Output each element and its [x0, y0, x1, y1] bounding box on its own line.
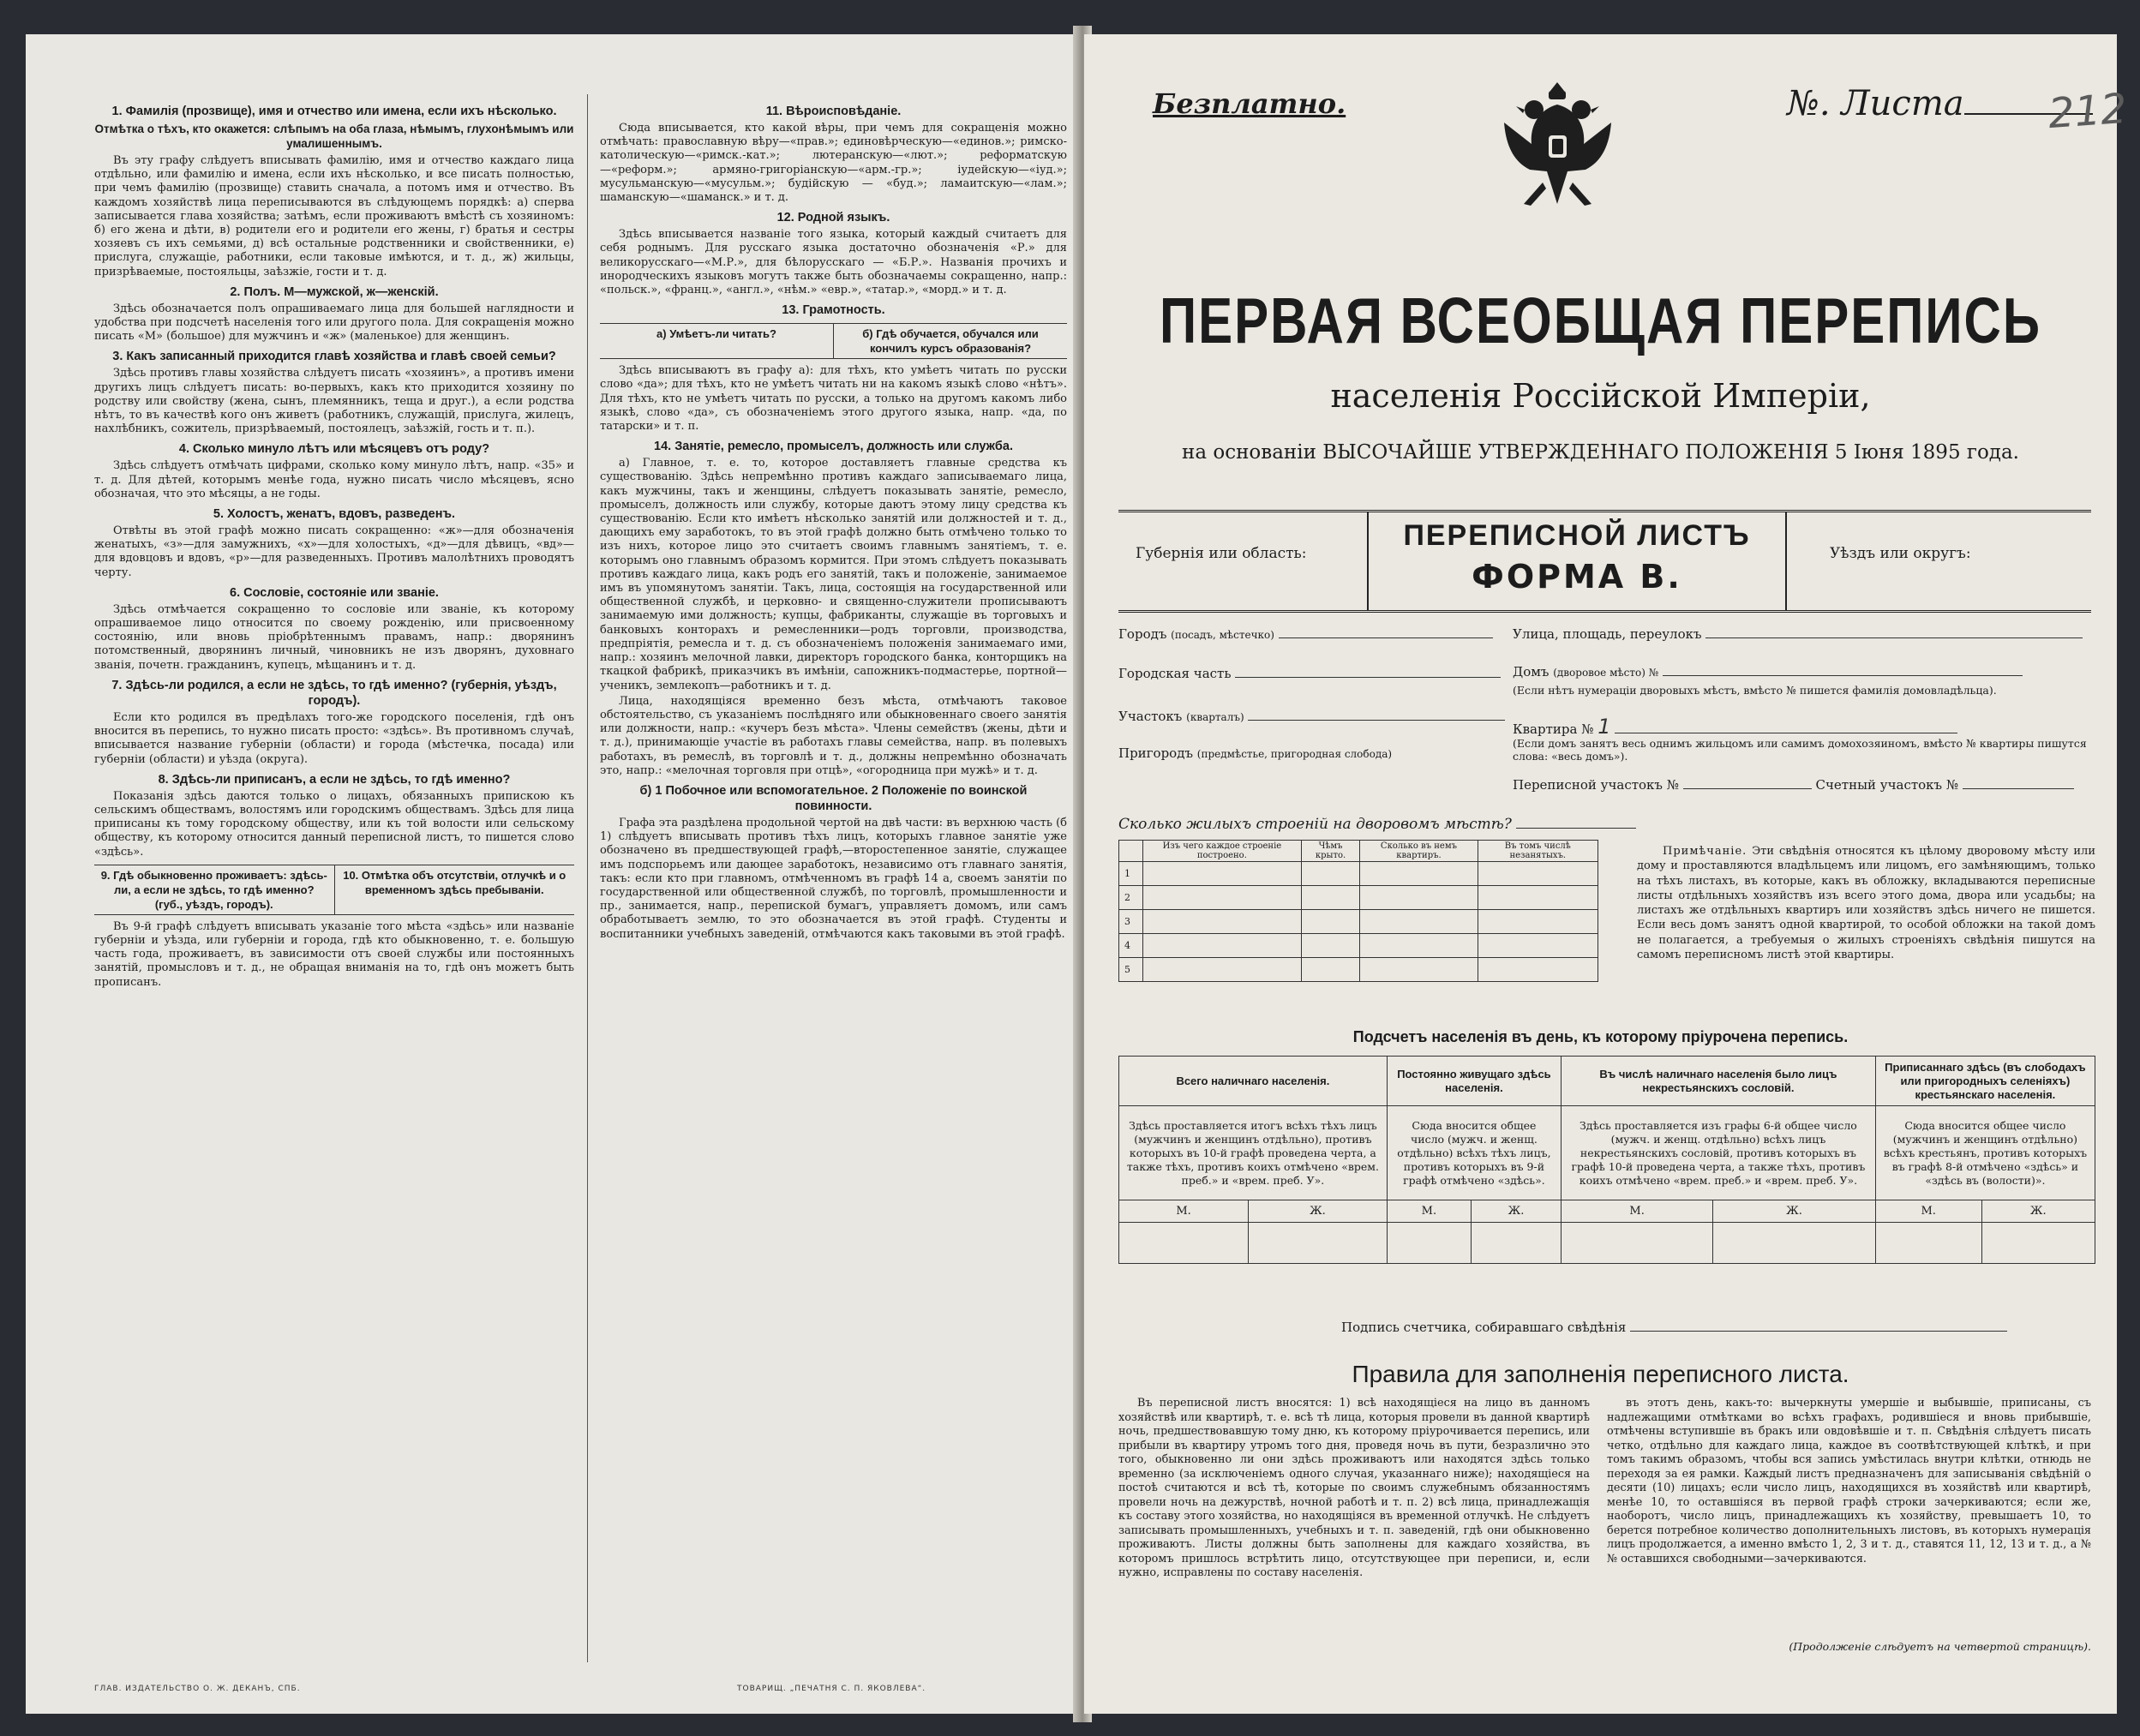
address-fields [1118, 626, 2091, 810]
rules-column-1 [1118, 1397, 1590, 1654]
census-subtitle: населенія Россійской Имперіи, [1330, 377, 1871, 415]
field-ulitsa [1513, 626, 2083, 642]
section-heading: 8. Здѣсь-ли приписанъ, а если не здѣсь, то гдѣ именно? [158, 772, 511, 787]
box-questions-9-10 [94, 865, 574, 915]
section-text: Здѣсь противъ главы хозяйства слѣдуетъ писать «хозяинъ», а противъ имени другихъ лицъ слѣдуетъ писать: во-первыхъ, какъ кто приходится хозяину по родству или свойству (жена, сынъ, племянникъ, теща и друг.), а если родства нѣтъ, то въ качествѣ кого онъ живетъ (работникъ, служащій, прислуга, жилецъ, нахлѣбникъ, сожитель, призрѣваемый, постоялецъ, заѣзжій, гость и т. п.). [94, 367, 574, 436]
census-title: ПЕРВАЯ ВСЕОБЩАЯ ПЕРЕПИСЬ [1160, 284, 2041, 357]
guberniya-label: Губернія или область: [1136, 545, 1307, 562]
field-gorod-line [1279, 626, 1493, 638]
buildings-note-text: Эти свѣдѣнія относятся къ цѣлому дворовому мѣсту или дому и проставляются владѣльцемъ или лицомъ, его замѣняющимъ, только на тѣхъ листахъ, въ которые, какъ въ обложку, вкладываются переписные листы отдѣльныхъ хозяйствъ изъ всего этого дома, двора или усадьбы; на листахъ же отдѣльныхъ квартиръ или хозяйствъ здѣсь ничего не пишется. Если весь домъ занятъ одной квартирой, то особой обложки на такой домъ не полагается, а требуемыя о жилыхъ строеніяхъ свѣдѣнія пишутся на самомъ переписномъ листѣ этой квартиры. [1637, 845, 2095, 962]
field-dom-hint: (дворовое мѣсто) № [1553, 667, 1659, 679]
section-text: Здѣсь слѣдуетъ отмѣчать цифрами, сколько кому минуло лѣтъ, напр. «35» и т. д. Для дѣтей, которымъ менѣе года, нужно писать число мѣсяцевъ, ясно обозначая, что это мѣсяцы, а не годы. [94, 459, 574, 500]
population-col-header: Въ числѣ наличнаго населенія было лицъ некрестьянскихъ сословій. [1562, 1057, 1876, 1106]
row-number: 4 [1119, 934, 1143, 958]
buildings-col-header: Изъ чего каждое строеніе построено. [1143, 841, 1302, 862]
field-prigorod-label: Пригородъ [1118, 745, 1193, 761]
field-ulitsa-line [1705, 626, 2083, 638]
rules-title: Правила для заполненія переписного листа. [1352, 1361, 1849, 1387]
form-letter: ФОРМА В. [1472, 558, 1682, 596]
question-9-heading: 9. Гдѣ обыкновенно проживаетъ: здѣсь-ли, а если не здѣсь, то гдѣ именно? (губ., уѣздъ, городъ). [100, 868, 327, 911]
enumerator-signature [1341, 1320, 2007, 1335]
section-heading: 1. Фамилія (прозвище), имя и отчество или имена, если ихъ нѣсколько. [111, 105, 557, 118]
buildings-table-body [1119, 862, 1598, 982]
instruction-sections-2 [600, 104, 1067, 318]
column-divider [587, 94, 588, 1662]
section-text: Сюда вписывается, кто какой вѣры, при чемъ для сокращенія можно отмѣчать: православную вѣру—«прав.»; единовѣрческую—«единов.»; римско-католическую—«римск.-кат.»; лютеранскую—«лют.»; реформатскую—«реформ.»; армяно-григоріанскую—«арм.-гр.»; іудейскую—«іуд.»; мусульманскую—«мусульм.»; будійскую — «буд.»; ламаитскую—«лам.»; шаманскую—«шаманск.» и т. д. [600, 122, 1067, 205]
section-heading: 12. Родной языкъ. [776, 211, 890, 225]
section-heading: 5. Холостъ, женатъ, вдовъ, разведенъ. [213, 507, 456, 522]
female-value-cell [1249, 1223, 1388, 1264]
field-ulitsa-label: Улица, площадь, переулокъ [1513, 626, 1702, 642]
field-kvartira-note: (Если домъ занятъ весь однимъ жильцомъ или самимъ домохозяиномъ, вмѣсто № квартиры пишутся слова: «весь домъ»). [1513, 737, 2087, 763]
section-heading: б) 1 Побочное или вспомогательное. 2 Положеніе по воинской повинности. [639, 783, 1028, 813]
uezd-label: Уѣздъ или округъ: [1830, 545, 1971, 562]
buildings-question-line [1516, 817, 1636, 829]
buildings-question [1118, 816, 1636, 833]
row-number: 1 [1119, 862, 1143, 886]
buildings-col-header: Чѣмъ крыто. [1301, 841, 1360, 862]
rules-column-2 [1607, 1397, 2091, 1654]
table-cell [1301, 910, 1360, 934]
population-col-description: Здѣсь проставляется изъ графы 6-й общее число (мужч. и женщ. отдѣльно) всѣхъ лицъ некрестьянскихъ сословій, противъ которыхъ въ графѣ 10-й проведена черта, а также тѣхъ, противъ коихъ отмѣчено «врем. преб.» и «врем. преб. У». [1562, 1106, 1876, 1200]
right-page [1084, 34, 2129, 1714]
buildings-col-num [1119, 841, 1143, 862]
form-header-box [1118, 510, 2091, 613]
population-table-descriptions [1119, 1106, 2095, 1200]
section-text: Здѣсь вписывается названіе того языка, который каждый считаетъ для себя роднымъ. Для русскаго языка достаточно обозначенія «Р.» для великорусскаго—«М.Р.», для бѣлорусскаго — «Б.Р.». Названія прочихъ и инородческихъ языковъ могутъ также быть обозначаемы сокращенно, напр.: «польск.», «франц.», «англ.», «нѣм.» «евр.», «татар.», «морд.» и т. д. [600, 228, 1067, 297]
literacy-a: а) Умѣетъ-ли читать? [656, 327, 776, 341]
field-uchastok-hint: (кварталъ) [1186, 711, 1244, 723]
male-value-cell [1875, 1223, 1981, 1264]
field-uchastok-line [1248, 708, 1505, 721]
section-text: Отвѣты въ этой графѣ можно писать сокращенно: «ж»—для обозначенія женатыхъ, «з»—для замужнихъ, «х»—для холостыхъ, «д»—для дѣвицъ, «вд»—для вдовцовъ и вдовъ, «р»—для разведенныхъ. Противъ малолѣтнихъ проводятъ черту. [94, 524, 574, 579]
field-chast-label: Городская часть [1118, 666, 1232, 681]
field-kvartira [1513, 715, 1957, 739]
row-number: 5 [1119, 958, 1143, 982]
enumerator-signature-line [1630, 1320, 2007, 1332]
field-schetny-line [1963, 776, 2074, 789]
field-dom-label: Домъ [1513, 664, 1550, 679]
section-subheading: Отмѣтка о тѣхъ, кто окажется: слѣпымъ на оба глаза, нѣмымъ, глухонѣмымъ или умалишеннымъ. [94, 123, 574, 150]
section-heading: 2. Полъ. М—мужской, ж—женскій. [230, 284, 439, 299]
field-kvartira-value: 1 [1598, 715, 1611, 739]
section-heading: 3. Какъ записанный приходится главѣ хозяйства и главѣ своей семьи? [112, 350, 556, 364]
female-value-cell [1981, 1223, 2095, 1264]
table-row [1119, 886, 1598, 910]
section-heading: 6. Сословіе, состояніе или званіе. [230, 585, 439, 600]
table-cell [1143, 886, 1302, 910]
section-text: Здѣсь отмѣчается сокращенно то сословіе или званіе, къ которому опрашиваемое лицо относится по своему рожденію, или присвоенному состоянію, или вновь пріобрѣтеннымъ правамъ, напр.: дворянинъ потомственный, дворянинъ личный, чиновникъ не изъ дворянъ, духовнаго званія, почетн. гражданинъ, купецъ, мѣщанинъ и т. д. [94, 602, 574, 672]
rules-column-1-text: Въ переписной листъ вносятся: 1) всѣ находящіеся на лицо въ данномъ хозяйствѣ или квартирѣ, т. е. всѣ тѣ лица, которыя провели въ данной квартирѣ ночь, предшествовавшую тому дню, къ которому пріурочивается перепись, или прибыли въ квартиру утромъ того дня, проведя ночь въ пути, безразлично это того, обыкновенно ли они здѣсь проживаютъ или находятся здѣсь только временно (за исключеніемъ одного случая, указаннаго ниже); находящіеся на постоѣ считаются и всѣ тѣ, которые по своимъ служебнымъ обязанностямъ провели ночь на дежурствѣ, ночной работѣ и т. п. 2) всѣ лица, принадлежащія къ составу этого хозяйства, но находящіяся въ временной отлучкѣ. Не слѣдуетъ записывать промышленныхъ, учебныхъ и т. п. заведеній, гдѣ они обыкновенно проживаютъ. Листы должны быть заполнены для каждаго хозяйства, въ которомъ пришлось встрѣтить лицо, отсутствующее при переписи, и, если нужно, исправлены по составу населенія. [1118, 1397, 1590, 1579]
section-heading: 4. Сколько минуло лѣтъ или мѣсяцевъ отъ роду? [178, 442, 490, 457]
field-schetny-label: Счетный участокъ № [1815, 777, 1959, 793]
population-col-description: Сюда вносится общее число (мужч. и женщ. отдѣльно) всѣхъ тѣхъ лицъ, противъ которыхъ въ 9-й графѣ отмѣчено «здѣсь». [1387, 1106, 1561, 1200]
population-col-description: Здѣсь проставляется итогъ всѣхъ тѣхъ лицъ (мужчинъ и женщинъ отдѣльно), противъ которыхъ въ 10-й графѣ проведена черта, а также тѣхъ, противъ коихъ отмѣчено «врем. преб.» и «врем. преб. У». [1119, 1106, 1388, 1200]
male-value-cell [1562, 1223, 1713, 1264]
field-prigorod [1118, 745, 1392, 761]
table-row [1119, 958, 1598, 982]
table-cell [1478, 886, 1598, 910]
section-text: Здѣсь вписываютъ въ графу а): для тѣхъ, кто умѣетъ читать по русски слово «да»; для тѣхъ, кто не умѣетъ читать ни на какомъ языкѣ слово «нѣтъ». Для тѣхъ, кто не умѣетъ читать по русски, а только на другомъ какомъ либо языкѣ, слово «да», съ обозначеніемъ этого другого языка, напр. «да, по татарски» и т. п. [600, 364, 1067, 434]
row-number: 2 [1119, 886, 1143, 910]
section-text: Если кто родился въ предѣлахъ того-же городского поселенія, гдѣ онъ вносится въ перепись, то нужно писать просто: «здѣсь». Въ противномъ случаѣ, вписывается название губерніи (области) и города (мѣстечка, посада) или губерніи (области) и уѣзда (округа). [94, 710, 574, 766]
buildings-note-label: Примѣчаніе. [1663, 845, 1747, 858]
buildings-col-header: Въ томъ числѣ незанятыхъ. [1478, 841, 1598, 862]
table-cell [1360, 934, 1478, 958]
male-value-cell [1119, 1223, 1249, 1264]
section-heading: 14. Занятіе, ремесло, промыселъ, должность или служба. [654, 440, 1013, 454]
section-text: Въ эту графу слѣдуетъ вписывать фамилію, имя и отчество каждаго лица отдѣльно, или фамилію и имена, если ихъ нѣсколько, и все писать полностью, при чемъ фамилію (прозвище) ставить сначала, а потомъ имя и отчество. Въ каждомъ хозяйствѣ лица переписываются въ слѣдующемъ порядкѣ: а) сперва записывается глава хозяйства; затѣмъ, если проживаютъ вмѣстѣ съ хозяиномъ: б) его жена и дѣти, в) родители его и родители его жены, г) братья и сестры хозяевъ съ ихъ семьями, д) всѣ остальные родственники и свойственники, е) прислуга, служащіе, работники, если таковые имѣются, и т. д., ж) жильцы, призрѣваемые, постояльцы, заѣзжіе, гости и т. д. [94, 154, 574, 278]
free-label: Безплатно. [1153, 87, 1346, 120]
table-cell [1478, 862, 1598, 886]
question-9-text: Въ 9-й графѣ слѣдуетъ вписывать указаніе того мѣста «здѣсь» или названіе губерніи и уѣзда, или губерніи и города, гдѣ кто обыкновенно, т. е. большую часть года, проживаетъ, въ зависимости отъ своей службы или постоянныхъ занятій, промысловъ и т. д., не обращая вниманія на то, гдѣ онъ можетъ быть прописанъ. [94, 919, 574, 989]
rules-continued-note: (Продолженіе слѣдуетъ на четвертой страницѣ). [1783, 1640, 2091, 1655]
population-col-description: Сюда вносится общее число (мужчинъ и женщинъ отдѣльно) всѣхъ крестьянъ, противъ которыхъ въ графѣ 8-й отмѣчено «здѣсь» и «здѣсь въ (волости)». [1875, 1106, 2095, 1200]
table-cell [1301, 886, 1360, 910]
printer-footer-right: ТОВАРИЩ. „ПЕЧАТНЯ С. П. ЯКОВЛЕВА“. [737, 1685, 926, 1693]
male-label: М. [1119, 1200, 1249, 1223]
table-cell [1478, 958, 1598, 982]
form-name: ПЕРЕПИСНОЙ ЛИСТЪ [1403, 519, 1751, 552]
population-count-title: Подсчетъ населенія въ день, къ которому пріурочена перепись. [1352, 1028, 1849, 1045]
instruction-sections-3 [600, 364, 1067, 942]
rules-column-2-text: въ этотъ день, какъ-то: вычеркнуты умершіе и выбывшіе, приписаны, съ надлежащими отмѣтками во всѣхъ графахъ, родившіеся и вновь прибывшіе, отмѣчены вступившіе въ бракъ или овдовѣвшіе и т. п. Свѣдѣнія слѣдуетъ писать четко, отдѣльно для каждаго лица, каждое въ соотвѣтствующей клѣткѣ, и при томъ такимъ образомъ, чтобы вся запись умѣстилась внутри клѣтки, отнюдь не переходя за ея рамки. Каждый листъ предназначенъ для записыванія свѣдѣній о десяти (10) лицахъ; если число лицъ, находящихся въ хозяйствѣ или квартирѣ, менѣе 10, то оставшіяся въ первой графѣ строки зачеркиваются; если же, наоборотъ, число лицъ, принадлежащихъ къ хозяйству, превышаетъ 10, то берется потребное количество дополнительныхъ листовъ, въ которыхъ нумерація лицъ продолжается, а именно вмѣсто 1, 2, 3 и т. д., ставятся 11, 12, 13 и т. д., а №№ оставшихся свободными—зачеркиваются. [1607, 1397, 2091, 1565]
field-perepisnoy [1513, 776, 2074, 793]
population-col-header: Всего наличнаго населенія. [1119, 1057, 1388, 1106]
table-cell [1478, 910, 1598, 934]
field-uchastok-label: Участокъ [1118, 709, 1183, 724]
field-chast [1118, 665, 1501, 681]
female-value-cell [1471, 1223, 1561, 1264]
population-col-header: Постоянно живущаго здѣсь населенія. [1387, 1057, 1561, 1106]
section-heading: 7. Здѣсь-ли родился, а если не здѣсь, то гдѣ именно? (губернія, уѣздъ, городъ). [111, 678, 557, 708]
field-gorod [1118, 626, 1493, 642]
buildings-col-header: Сколько въ немъ квартиръ. [1360, 841, 1478, 862]
female-label: Ж. [1471, 1200, 1561, 1223]
left-page [26, 34, 1080, 1714]
buildings-note [1637, 844, 2095, 962]
table-cell [1143, 934, 1302, 958]
population-table-values-row [1119, 1223, 2095, 1264]
population-table [1118, 1056, 2095, 1264]
table-cell [1360, 862, 1478, 886]
table-cell [1360, 958, 1478, 982]
table-cell [1301, 934, 1360, 958]
instruction-sections-1 [94, 104, 574, 859]
population-col-header: Приписаннаго здѣсь (въ слободахъ или пригородныхъ селеніяхъ) крестьянскаго населенія. [1875, 1057, 2095, 1106]
field-gorod-hint: (посадъ, мѣстечко) [1171, 629, 1274, 641]
buildings-table [1118, 840, 1598, 982]
table-cell [1301, 862, 1360, 886]
field-kvartira-label: Квартира № [1513, 721, 1594, 737]
box-literacy [600, 323, 1067, 359]
female-label: Ж. [1713, 1200, 1876, 1223]
table-cell [1143, 910, 1302, 934]
field-prigorod-hint: (предмѣстье, пригородная слобода) [1196, 748, 1393, 760]
table-cell [1143, 958, 1302, 982]
form-name-cell [1367, 512, 1787, 610]
buildings-question-text: Сколько жилыхъ строеній на дворовомъ мѣстѣ? [1118, 816, 1512, 833]
population-table-sex-row [1119, 1200, 2095, 1223]
pencil-sheet-number: 212 [2047, 84, 2129, 139]
table-row [1119, 934, 1598, 958]
enumerator-signature-label: Подпись счетчика, собиравшаго свѣдѣнія [1341, 1320, 1627, 1335]
table-cell [1478, 934, 1598, 958]
buildings-table-header [1119, 841, 1598, 862]
field-perepisnoy-label: Переписной участокъ № [1513, 777, 1679, 793]
table-row [1119, 910, 1598, 934]
section-text: Показанія здѣсь даются только о лицахъ, обязанныхъ припискою къ сельскимъ обществамъ, волостямъ или городскимъ обществамъ. Здѣсь для лица приписаны къ тому городскому обществу, или къ той волости или сельскому обществу, къ которому относится данный переписной листъ, то пишется слово «здѣсь». [94, 789, 574, 859]
section-text: а) Главное, т. е. то, которое доставляетъ главные средства къ существованію. Здѣсь непремѣнно противъ каждаго записываемаго лица, какъ мужчины, такъ и женщины, слѣдуетъ показывать занятіе, ремесло, промыселъ, должность или службу, которые даютъ этому лицу средства къ существованію. Если кто имѣетъ нѣсколько занятій или должностей и т. д., дающихъ ему заработокъ, то въ этой графѣ должно быть отмѣчено только то изъ нихъ, которое лицо это считаетъ своимъ главнымъ занятіемъ, т. е. которымъ оно главнымъ образомъ кормится. При этомъ слѣдуетъ показывать противъ каждаго лица, какъ родъ его занятій, такъ и положеніе, занимаемое имъ въ упомянутомъ занятіи. Такъ, лица, состоящія на государственной или общественной службѣ, и церковно- и священно-служители прописываютъ занимаемую ими должность; купцы, фабриканты, служащіе въ торговыхъ и банковыхъ конторахъ и ремесленники—родъ торговли, производства, предпріятія, ремесла и т. д. съ обозначеніемъ положенія занимаемаго ими, напр.: хозяинъ мелочной лавки, директоръ городского банка, конторщикъ на ткацкой фабрикѣ, приказчикъ въ имѣніи, сапожникъ-подмастерье, портной—ученикъ, землекопъ—работникъ и т. д. [600, 457, 1067, 692]
question-10-heading: 10. Отмѣтка объ отсутствіи, отлучкѣ и о временномъ здѣсь пребываніи. [334, 865, 575, 914]
table-cell [1360, 886, 1478, 910]
field-uchastok [1118, 708, 1505, 724]
section-heading: 13. Грамотность. [782, 303, 885, 318]
row-number: 3 [1119, 910, 1143, 934]
female-value-cell [1713, 1223, 1876, 1264]
male-label: М. [1875, 1200, 1981, 1223]
female-label: Ж. [1981, 1200, 2095, 1223]
section-text: Графа эта раздѣлена продольной чертой на двѣ части: въ верхнюю часть (б 1) слѣдуетъ вписывать противъ тѣхъ лицъ, которыхъ главное занятіе уже обозначено въ предшествующей графѣ,—второстепенное занятіе, служащее имъ подспорьемъ или дающее заработокъ, независимо отъ главнаго занятія, такъ: если кто при главномъ, отмѣченномъ въ графѣ 14 а, своемъ занятіи по государственной или общественной службѣ, по торговлѣ, промышленности и пр., занимается, напр., перепиской бумагъ, управляетъ домомъ, или самъ обработываетъ землю, то это обозначается въ этой графѣ. Студенты и воспитанники учебныхъ заведеній, отмѣчаются какъ таковыми въ этой графѣ. [600, 816, 1067, 941]
census-basis: на основаніи ВЫСОЧАЙШЕ УТВЕРЖДЕННАГО ПОЛОЖЕНІЯ 5 Іюня 1895 года. [1182, 441, 2019, 464]
male-label: М. [1387, 1200, 1471, 1223]
population-table-header [1119, 1057, 2095, 1106]
literacy-b: б) Гдѣ обучается, обучался или кончилъ курсъ образованія? [833, 324, 1067, 358]
section-text: Лица, находящіяся временно безъ мѣста, отмѣчаютъ таковое обстоятельство, съ указаніемъ послѣдняго или обыкновеннаго своего занятія или должности, напр.: «кучеръ безъ мѣста». Члены семействъ (жены, дѣти и т. д.), принимающіе участіе въ работахъ главы семейства, напр. въ полевыхъ работахъ, въ ремеслѣ, въ торговлѣ и т. д., должны непремѣнно обозначать это, напр.: «мелочная торговля при отцѣ», «огородница при мужѣ» и т. д. [600, 694, 1067, 777]
double-headed-eagle-icon [1496, 75, 1620, 213]
male-label: М. [1562, 1200, 1713, 1223]
section-heading: 11. Вѣроисповѣданіе. [765, 105, 902, 118]
table-cell [1301, 958, 1360, 982]
printer-footer-left: ГЛАВ. ИЗДАТЕЛЬСТВО О. Ж. ДЕКАНЪ, СПБ. [94, 1685, 301, 1693]
field-dom-note: (Если нѣтъ нумераціи дворовыхъ мѣстъ, вмѣсто № пишется фамилія домовладѣльца). [1513, 684, 1997, 697]
female-label: Ж. [1249, 1200, 1388, 1223]
section-text: Здѣсь обозначается полъ опрашиваемаго лица для большей наглядности и удобства при подсчетѣ населенія того или другого пола. Для сокращенія можно писать «М» (большое) для мужчинъ и «ж» (маленькое) для женщинъ. [94, 302, 574, 344]
field-dom [1513, 663, 2023, 679]
male-value-cell [1387, 1223, 1471, 1264]
field-perepisnoy-line [1683, 776, 1812, 789]
field-chast-line [1235, 665, 1501, 678]
left-column-2 [600, 99, 1067, 1662]
left-column-1 [94, 99, 574, 1662]
field-kvartira-line [1615, 721, 1957, 733]
table-row [1119, 862, 1598, 886]
field-dom-line [1663, 663, 2023, 676]
sheet-number-label: №. Листа [1787, 84, 1964, 123]
field-gorod-label: Городъ [1118, 626, 1167, 642]
table-cell [1143, 862, 1302, 886]
table-cell [1360, 910, 1478, 934]
